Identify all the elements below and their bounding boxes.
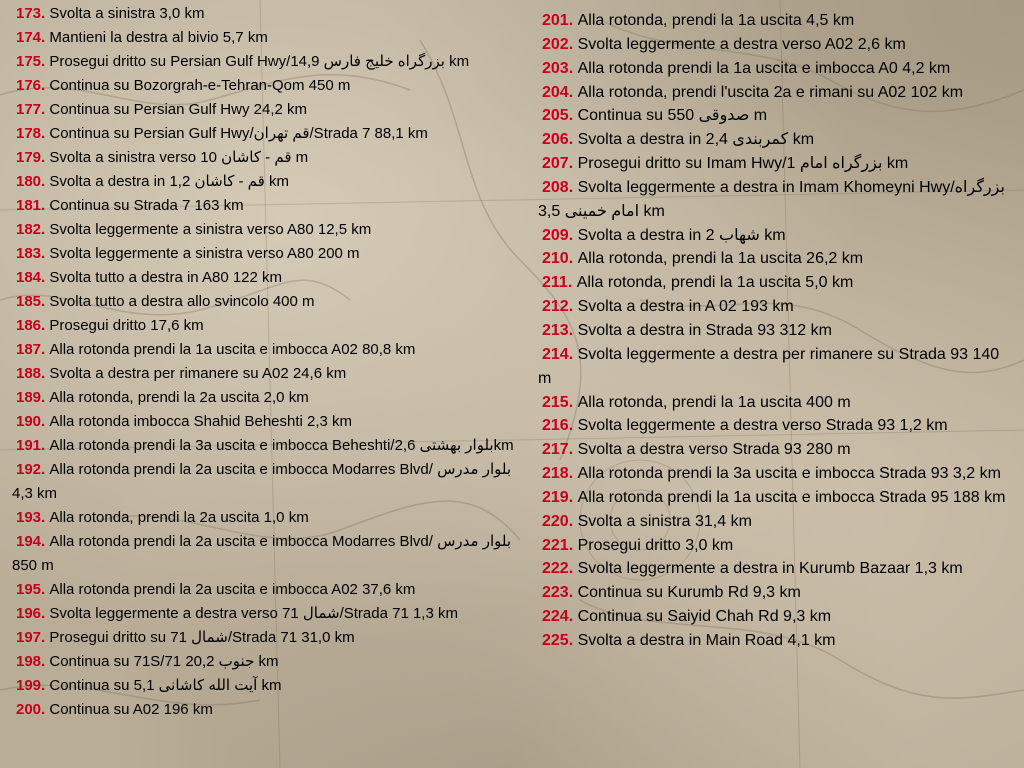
direction-step: [12, 290, 530, 314]
step-number-dot: .: [568, 441, 578, 459]
step-instruction: Alla rotonda, prendi la 1a uscita 26,2 km: [577, 250, 864, 268]
step-number-dot: .: [568, 178, 578, 196]
direction-step: [538, 33, 1014, 57]
direction-step: [12, 338, 530, 362]
step-instruction: Svolta a sinistra 3,0 km: [49, 5, 205, 22]
step-instruction: Continua su Persian Gulf Hwy/قم تهران/Strada 7 88,1 km: [49, 125, 428, 142]
step-instruction: Svolta tutto a destra in A80 122 km: [49, 269, 283, 286]
step-number: 204: [542, 83, 569, 101]
direction-step: [12, 650, 530, 674]
step-number: 199: [16, 677, 42, 694]
direction-step: [12, 242, 530, 266]
step-number-dot: .: [41, 221, 50, 238]
direction-step: [12, 626, 530, 650]
step-instruction: Alla rotonda prendi la 1a uscita e imbocca A02 80,8 km: [49, 341, 416, 358]
direction-step: [538, 81, 1014, 105]
direction-step: [12, 170, 530, 194]
step-instruction: Svolta leggermente a sinistra verso A80 200 m: [49, 245, 360, 262]
direction-step: [12, 26, 530, 50]
step-number: 188: [16, 365, 42, 382]
step-number: 194: [16, 533, 42, 550]
direction-step: [538, 152, 1014, 176]
direction-step: [538, 581, 1014, 605]
step-number: 178: [16, 125, 42, 142]
step-number-dot: .: [41, 605, 50, 622]
step-number: 176: [16, 77, 42, 94]
step-instruction: Continua su Kurumb Rd 9,3 km: [577, 584, 801, 602]
step-instruction: Svolta a destra in A 02 193 km: [577, 298, 794, 316]
step-number: 202: [542, 35, 569, 53]
step-number-dot: .: [41, 629, 50, 646]
direction-step: [538, 534, 1014, 558]
step-number-dot: .: [41, 149, 50, 166]
step-instruction: Prosegui dritto su Imam Hwy/بزرگراه امام 1 km: [577, 155, 909, 173]
step-number-dot: .: [568, 107, 578, 125]
direction-step: [538, 128, 1014, 152]
step-number-dot: .: [568, 631, 578, 649]
step-number: 175: [16, 53, 42, 70]
direction-step: [12, 74, 530, 98]
direction-step: [538, 247, 1014, 271]
step-number-dot: .: [41, 701, 50, 718]
step-number-dot: .: [568, 560, 578, 578]
step-number: 197: [16, 629, 42, 646]
direction-step: [538, 438, 1014, 462]
step-number-dot: .: [568, 250, 578, 268]
step-instruction: Continua su آیت الله کاشانی 5,1 km: [49, 677, 282, 694]
step-number: 217: [542, 441, 569, 459]
step-number: 207: [542, 155, 569, 173]
step-number-dot: .: [568, 83, 578, 101]
step-number: 192: [16, 461, 42, 478]
direction-step: [538, 462, 1014, 486]
direction-step: [538, 391, 1014, 415]
step-instruction: Alla rotonda prendi la 3a uscita e imbocca Beheshti/بلوار بهشتی 2,6km: [49, 437, 514, 454]
step-instruction: Alla rotonda imbocca Shahid Beheshti 2,3 km: [49, 413, 353, 430]
step-number: 193: [16, 509, 42, 526]
step-number-dot: .: [568, 131, 578, 149]
step-instruction: Svolta a sinistra verso قم - کاشان 10 m: [49, 149, 309, 166]
step-number: 180: [16, 173, 42, 190]
step-number: 185: [16, 293, 42, 310]
step-instruction: Continua su Saiyid Chah Rd 9,3 km: [577, 608, 832, 626]
direction-step: [12, 506, 530, 530]
direction-step: [12, 146, 530, 170]
step-instruction: Svolta a destra in Strada 93 312 km: [577, 321, 832, 339]
step-number: 221: [542, 536, 569, 554]
step-number-dot: .: [41, 389, 50, 406]
direction-step: [538, 629, 1014, 653]
step-number-dot: .: [41, 77, 50, 94]
step-number: 200: [16, 701, 42, 718]
step-instruction: Alla rotonda, prendi la 1a uscita 5,0 km: [576, 274, 854, 292]
direction-step: [12, 434, 530, 458]
step-number: 225: [542, 631, 569, 649]
direction-step: [12, 2, 530, 26]
step-instruction: Continua su Bozorgrah-e-Tehran-Qom 450 m: [49, 77, 351, 94]
step-number-dot: .: [41, 269, 50, 286]
step-number-dot: .: [568, 608, 578, 626]
step-instruction: Svolta leggermente a sinistra verso A80 12,5 km: [49, 221, 372, 238]
right-directions-column: [538, 9, 1014, 653]
step-number: 208: [542, 178, 569, 196]
direction-step: [538, 605, 1014, 629]
step-instruction: Svolta a destra per rimanere su A02 24,6 km: [49, 365, 347, 382]
step-number-dot: .: [568, 12, 578, 29]
step-number: 201: [542, 12, 569, 29]
step-number-dot: .: [41, 677, 50, 694]
step-number: 213: [542, 321, 569, 339]
step-number-dot: .: [41, 365, 50, 382]
step-number: 179: [16, 149, 42, 166]
step-instruction: Alla rotonda, prendi l'uscita 2a e rimani su A02 102 km: [577, 83, 964, 101]
direction-step: [538, 57, 1014, 81]
step-number-dot: .: [41, 437, 50, 454]
step-number-dot: .: [568, 584, 578, 602]
step-number-dot: .: [567, 274, 577, 292]
step-number-dot: .: [41, 293, 50, 310]
direction-step: [538, 414, 1014, 438]
step-number: 203: [542, 59, 569, 77]
step-number-dot: .: [568, 488, 578, 506]
direction-step: [12, 698, 530, 722]
step-number-dot: .: [41, 245, 50, 262]
direction-step: [538, 319, 1014, 343]
left-directions-column: [12, 2, 530, 722]
step-instruction: Svolta a destra in کمربندی 2,4 km: [577, 131, 815, 149]
step-number-dot: .: [568, 345, 578, 363]
step-instruction: Prosegui dritto 3,0 km: [577, 536, 734, 554]
step-instruction: Svolta leggermente a destra in Imam Khomeyni Hwy/بزرگراه امام خمینی 3,5 km: [538, 178, 1005, 220]
step-instruction: Alla rotonda prendi la 3a uscita e imbocca Strada 93 3,2 km: [577, 465, 1001, 483]
step-number: 174: [16, 29, 42, 46]
step-instruction: Alla rotonda prendi la 1a uscita e imbocca Strada 95 188 km: [577, 488, 1006, 506]
step-instruction: Alla rotonda, prendi la 2a uscita 1,0 km: [49, 509, 309, 526]
step-number: 222: [542, 560, 569, 578]
step-number-dot: .: [41, 653, 50, 670]
step-number-dot: .: [41, 533, 50, 550]
step-number-dot: .: [568, 465, 578, 483]
direction-step: [12, 266, 530, 290]
step-number: 218: [542, 465, 569, 483]
step-instruction: Continua su 71S/71 جنوب 20,2 km: [49, 653, 279, 670]
step-number-dot: .: [41, 341, 50, 358]
direction-step: [538, 557, 1014, 581]
step-instruction: Mantieni la destra al bivio 5,7 km: [49, 29, 268, 46]
step-number-dot: .: [41, 101, 50, 118]
step-instruction: Continua su صدوقی 550 m: [577, 107, 768, 125]
direction-step: [12, 674, 530, 698]
step-instruction: Svolta a destra verso Strada 93 280 m: [577, 441, 851, 459]
step-instruction: Continua su Strada 7 163 km: [49, 197, 244, 214]
step-number: 205: [542, 107, 569, 125]
direction-step: [12, 50, 530, 74]
step-number: 210: [542, 250, 569, 268]
direction-step: [12, 98, 530, 122]
step-instruction: Svolta leggermente a destra per rimanere su Strada 93 140 m: [538, 345, 1000, 387]
step-instruction: Svolta a destra in قم - کاشان 1,2 km: [49, 173, 290, 190]
step-instruction: Alla rotonda prendi la 2a uscita e imbocca Modarres Blvd/ بلوار مدرس 4,3 km: [12, 461, 512, 502]
direction-step: [12, 194, 530, 218]
step-instruction: Alla rotonda, prendi la 1a uscita 400 m: [577, 393, 851, 411]
step-number: 196: [16, 605, 42, 622]
direction-step: [12, 122, 530, 146]
step-number: 190: [16, 413, 42, 430]
step-instruction: Svolta leggermente a destra verso Strada 93 1,2 km: [577, 417, 948, 435]
step-number-dot: .: [568, 321, 578, 339]
step-instruction: Alla rotonda prendi la 1a uscita e imbocca A0 4,2 km: [577, 59, 951, 77]
step-number-dot: .: [568, 536, 578, 554]
step-number: 214: [542, 345, 569, 363]
step-number: 211: [542, 274, 568, 292]
step-number: 209: [542, 226, 569, 244]
step-number-dot: .: [41, 581, 50, 598]
direction-step: [12, 458, 530, 506]
step-instruction: Alla rotonda prendi la 2a uscita e imbocca A02 37,6 km: [49, 581, 416, 598]
step-number-dot: .: [41, 197, 50, 214]
step-number-dot: .: [568, 155, 578, 173]
direction-step: [12, 218, 530, 242]
step-instruction: Continua su Persian Gulf Hwy 24,2 km: [49, 101, 307, 118]
direction-step: [12, 314, 530, 338]
step-instruction: Alla rotonda prendi la 2a uscita e imbocca Modarres Blvd/ بلوار مدرس 850 m: [12, 533, 512, 574]
step-number: 212: [542, 298, 569, 316]
step-number: 215: [542, 393, 569, 411]
step-instruction: Svolta tutto a destra allo svincolo 400 m: [49, 293, 315, 310]
step-instruction: Svolta leggermente a destra verso 71 شمال/Strada 71 1,3 km: [49, 605, 458, 622]
step-number-dot: .: [41, 5, 50, 22]
step-number: 224: [542, 608, 569, 626]
step-number: 181: [16, 197, 42, 214]
step-number-dot: .: [41, 317, 50, 334]
direction-step: [538, 486, 1014, 510]
step-instruction: Svolta a destra in Main Road 4,1 km: [577, 631, 836, 649]
direction-step: [538, 510, 1014, 534]
step-number-dot: .: [41, 173, 50, 190]
step-number: 182: [16, 221, 42, 238]
step-number-dot: .: [41, 53, 50, 70]
step-number: 186: [16, 317, 42, 334]
step-instruction: Svolta a sinistra 31,4 km: [577, 512, 752, 530]
direction-step: [12, 578, 530, 602]
step-number-dot: .: [41, 125, 50, 142]
step-instruction: Alla rotonda, prendi la 2a uscita 2,0 km: [49, 389, 309, 406]
step-number: 184: [16, 269, 42, 286]
direction-step: [12, 602, 530, 626]
step-number: 223: [542, 584, 569, 602]
step-number: 177: [16, 101, 42, 118]
step-number: 219: [542, 488, 569, 506]
direction-step: [12, 530, 530, 578]
step-instruction: Continua su A02 196 km: [49, 701, 213, 718]
step-instruction: Svolta leggermente a destra verso A02 2,6 km: [577, 35, 906, 53]
step-number-dot: .: [568, 59, 578, 77]
direction-step: [538, 224, 1014, 248]
step-number-dot: .: [568, 226, 578, 244]
step-number-dot: .: [568, 35, 578, 53]
step-number-dot: .: [41, 461, 50, 478]
direction-step: [12, 362, 530, 386]
step-number: 183: [16, 245, 42, 262]
step-instruction: Alla rotonda, prendi la 1a uscita 4,5 km: [577, 12, 855, 29]
step-number: 189: [16, 389, 42, 406]
direction-step: [12, 386, 530, 410]
direction-step: [538, 9, 1014, 33]
direction-step: [12, 410, 530, 434]
step-number-dot: .: [41, 29, 50, 46]
step-number-dot: .: [41, 509, 50, 526]
direction-step: [538, 104, 1014, 128]
step-number-dot: .: [568, 512, 578, 530]
step-number-dot: .: [41, 413, 50, 430]
step-number: 173: [16, 5, 42, 22]
step-number-dot: .: [568, 417, 578, 435]
step-number: 191: [16, 437, 42, 454]
step-instruction: Prosegui dritto su 71 شمال/Strada 71 31,0 km: [49, 629, 355, 646]
direction-step: [538, 176, 1014, 224]
step-number: 198: [16, 653, 42, 670]
step-number: 195: [16, 581, 42, 598]
step-instruction: Svolta a destra in شهاب 2 km: [577, 226, 786, 244]
step-number: 216: [542, 417, 569, 435]
step-number-dot: .: [568, 393, 578, 411]
step-number: 220: [542, 512, 569, 530]
step-instruction: Prosegui dritto 17,6 km: [49, 317, 204, 334]
direction-step: [538, 295, 1014, 319]
step-instruction: Prosegui dritto su Persian Gulf Hwy/بزرگراه خلیج فارس 14,9 km: [49, 53, 470, 70]
direction-step: [538, 343, 1014, 391]
step-instruction: Svolta leggermente a destra in Kurumb Bazaar 1,3 km: [577, 560, 963, 578]
step-number: 187: [16, 341, 42, 358]
step-number-dot: .: [568, 298, 578, 316]
step-number: 206: [542, 131, 569, 149]
direction-step: [538, 271, 1014, 295]
